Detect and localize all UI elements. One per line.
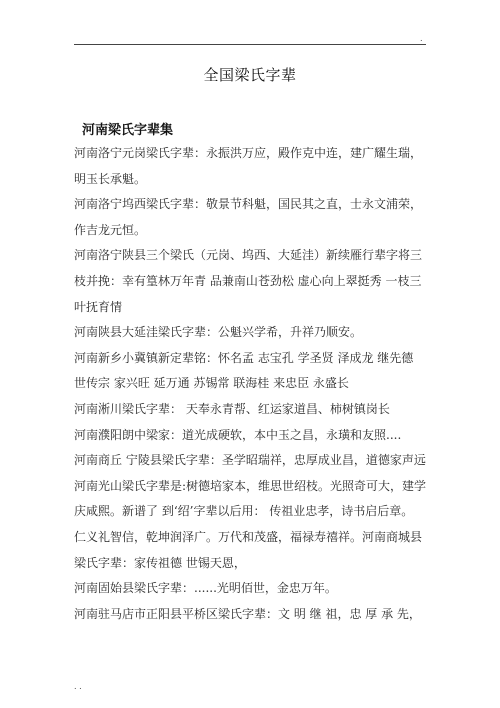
document-body xyxy=(74,141,432,627)
text-line: 河南洛宁元岗梁氏字辈：永振洪万应，殿作克中连，建广耀生瑞， xyxy=(74,146,423,160)
text-line: 仁义礼智信，乾坤润泽广。万代和茂盛，福禄寿禧祥。河南商城县 xyxy=(74,529,423,544)
text-line: 河南驻马店市正阳县平桥区梁氏字辈：文 明 继 祖，忠 厚 承 先， xyxy=(74,606,421,621)
text-line: 世传宗 家兴旺 延万通 苏锡常 联海桂 来忠臣 永盛长 xyxy=(74,376,349,391)
text-line: 河南濮阳朗中梁家：道光成硬软，本中玉之昌，永璜和友照.... xyxy=(74,427,402,442)
footer-mark: . . xyxy=(74,682,82,691)
text-line: 河南陕县大延洼梁氏字辈：公魁兴学希，升祥乃顺安。 xyxy=(74,325,363,340)
text-line: 河南洛宁陕县三个梁氏（元岗、坞西、大延洼）新续雁行辈字将三 xyxy=(74,248,423,263)
text-line: 庆咸熙。新谱了 到‘绍’字辈以后用： 传祖业忠孝，诗书启后章。 xyxy=(74,504,414,519)
text-line: 河南光山梁氏字辈是:树德培家本，维思世绍枝。光照奇可大，建学 xyxy=(74,478,427,493)
text-line: 河南新乡小冀镇新定辈铭：怀名孟 志宝孔 学圣贤 泽成龙 继先德 xyxy=(74,350,414,365)
text-line: 河南固始县梁氏字辈：......光明佰世，金忠万年。 xyxy=(74,581,337,596)
text-line: 河南洛宁坞西梁氏字辈：敬景节科魁，国民其之直，士永文浦荣， xyxy=(74,197,423,212)
text-line: 作吉龙元恒。 xyxy=(74,222,147,237)
section-heading: 河南梁氏字辈集 xyxy=(82,123,174,138)
text-line: 明玉长承魁。 xyxy=(74,171,147,186)
page-title: 全国梁氏字辈 xyxy=(203,66,297,84)
text-line: 叶抚育情 xyxy=(74,299,123,314)
header-rule xyxy=(74,44,426,45)
text-line: 梁氏字辈：家传祖德 世锡天恩， xyxy=(74,555,246,570)
text-line: 枝并挽：幸有篁林万年青 品兼南山苍劲松 虚心向上翠挺秀 一枝三 xyxy=(74,273,422,288)
header-mark: . xyxy=(420,34,423,43)
text-line: 河南商丘 宁陵县梁氏字辈：圣学昭瑞祥，忠厚成业昌，道德家声远 xyxy=(74,453,426,468)
text-line: 河南淅川梁氏字辈： 天奉永青帮、红运家道昌、柿树镇岗长 xyxy=(74,401,390,416)
